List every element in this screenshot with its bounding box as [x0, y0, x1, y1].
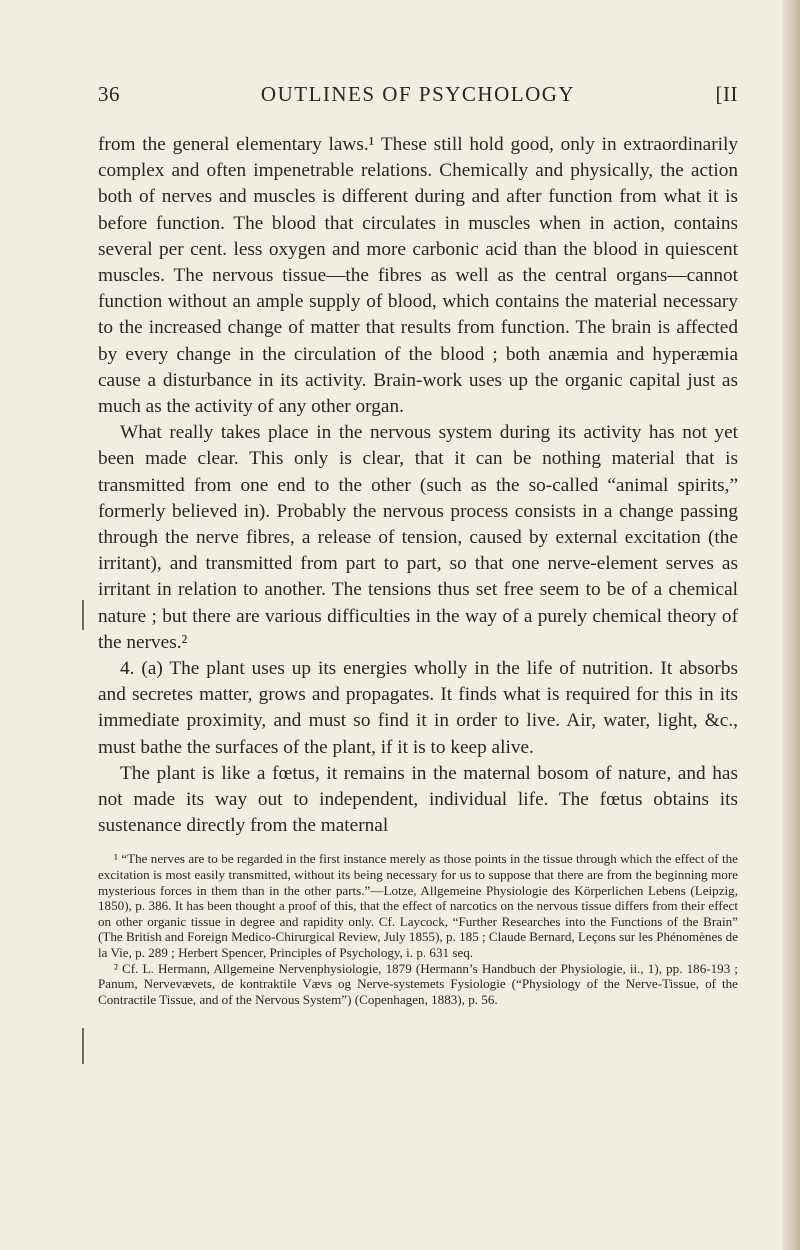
paragraph: from the general elementary laws.¹ These still hold good, only in extraordinarily complex and often impenetrable relations. Chemically and physically, the action both of nerves and muscles is different during and after function from what it is before function. The blood that circulates in muscles when in action, contains several per cent. less oxygen and more carbonic acid than the blood in quiescent muscles. The nervous tissue—the fibres as well as the central organs—cannot function without an ample supply of blood, which contains the material necessary to the increased change of matter that results from function. The brain is affected by every change in the circulation of the blood ; both anæmia and hyperæmia cause a disturbance in its activity. Brain-work uses up the organic capital just as much as the activity of any other organ.	[98, 134, 738, 418]
footnote: ¹ “The nerves are to be regarded in the first instance merely as those points in the tissue through which the effect of the excitation is most easily transmitted, without its being necessary for us to suppose that there are from the beginning more mysterious forces in them than in the other parts.”—Lotze, Allgemeine Physiologie des Körperlichen Lebens (Leipzig, 1850), p. 386. It has been thought a proof of this, that the effect of narcotics on the nervous tissue differs from their effect on other organic tissue in degree and rapidity only. Cf. Laycock, “Further Researches into the Functions of the Brain” (The British and Foreign Medico-Chirurgical Review, July 1855), p. 185 ; Claude Bernard, Leçons sur les Phénomènes de la Vie, p. 289 ; Herbert Spencer, Principles of Psychology, i. p. 631 seq.	[98, 851, 739, 961]
chapter-marker: [II	[715, 82, 738, 106]
paragraph: What really takes place in the nervous system during its activity has not yet been made clear. This only is clear, that it can be nothing material that is transmitted from one end to the other (such as the so-called “animal spirits,” formerly believed in). Probably the nervous process consists in a change passing through the nerve fibres, a release of tension, caused by external excitation (the irritant), and transmitted from part to part, so that one nerve-element serves as irritant in relation to another. The tensions thus set free seem to be of a chemical nature ; but there are various difficulties in the way of a purely chemical theory of the nerves.²	[98, 422, 738, 653]
body-text	[98, 132, 738, 839]
margin-mark	[82, 600, 84, 630]
book-page	[98, 82, 738, 1007]
page-number: 36	[98, 82, 120, 106]
running-title: OUTLINES OF PSYCHOLOGY	[260, 82, 576, 106]
margin-mark	[82, 1028, 84, 1064]
footnotes	[98, 851, 738, 1007]
paragraph: 4. (a) The plant uses up its energies wholly in the life of nutrition. It absorbs and secretes matter, grows and propagates. It finds what is required for this in its immediate proximity, and must so find it in order to live. Air, water, light, &c., must bathe the surfaces of the plant, if it is to keep alive.	[98, 658, 738, 758]
footnote: ² Cf. L. Hermann, Allgemeine Nervenphysiologie, 1879 (Hermann’s Handbuch der Physiologie, ii., 1), pp. 186-193 ; Panum, Nervevævets, de kontraktile Vævs og Nerve-systemets Fysiologie (“Physiology of the Nerve-Tissue, of the Contractile Tissue, and of the Nervous System”) (Copenhagen, 1883), p. 56.	[98, 960, 738, 1007]
paragraph: The plant is like a fœtus, it remains in the maternal bosom of nature, and has not made its way out to independent, individual life. The fœtus obtains its sustenance directly from the maternal	[98, 762, 738, 837]
page-edge-shadow	[782, 0, 800, 1250]
running-header	[98, 82, 738, 118]
